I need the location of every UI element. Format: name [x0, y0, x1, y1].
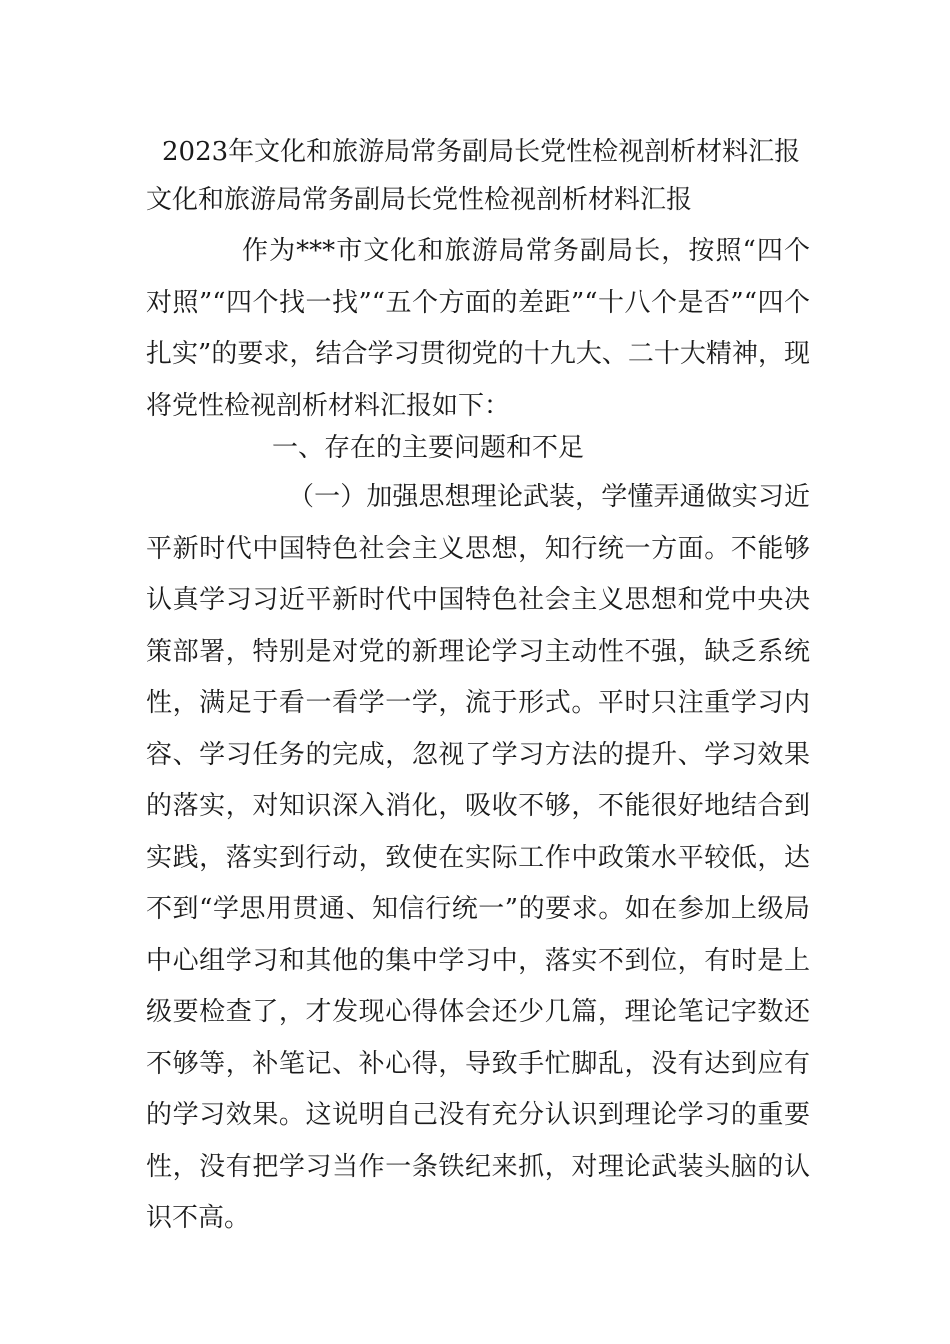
document-title: 2023年文化和旅游局常务副局长党性检视剖析材料汇报 — [162, 137, 801, 167]
section-heading: 一、存在的主要问题和不足 — [272, 433, 585, 463]
section-paragraph: （一）加强思想理论武装，学懂弄通做实习近平新时代中国特色社会主义思想，知行统一方面。不能够认真学习习近平新时代中国特色社会主义思想和党中央决策部署，特别是对党的新理论学习主动性不强，缺乏系统性，满足于看一看学一学，流于形式。平时只注重学习内容、学习任务的完成，忽视了学习方法的提升、学习效果的落实，对知识深入消化，吸收不够，不能很好地结合到实践，落实到行动，致使在实际工作中政策水平较低，达不到“学思用贯通、知信行统一”的要求。如在参加上级局中心组学习和其他的集中学习中，落实不到位，有时是上级要检查了，才发现心得体会还少几篇，理论笔记字数还不够等，补笔记、补心得，导致手忙脚乱，没有达到应有的学习效果。这说明自己没有充分认识到理论学习的重要性，没有把学习当作一条铁纪来抓，对理论武装头脑的认识不高。 — [146, 482, 810, 1233]
intro-paragraph: 作为***市文化和旅游局常务副局长，按照“四个对照”“四个找一找”“五个方面的差距”“十八个是否”“四个扎实”的要求，结合学习贯彻党的十九大、二十大精神，现将党性检视剖析材料汇报如下： — [146, 236, 810, 421]
document-subtitle: 文化和旅游局常务副局长党性检视剖析材料汇报 — [146, 185, 693, 215]
